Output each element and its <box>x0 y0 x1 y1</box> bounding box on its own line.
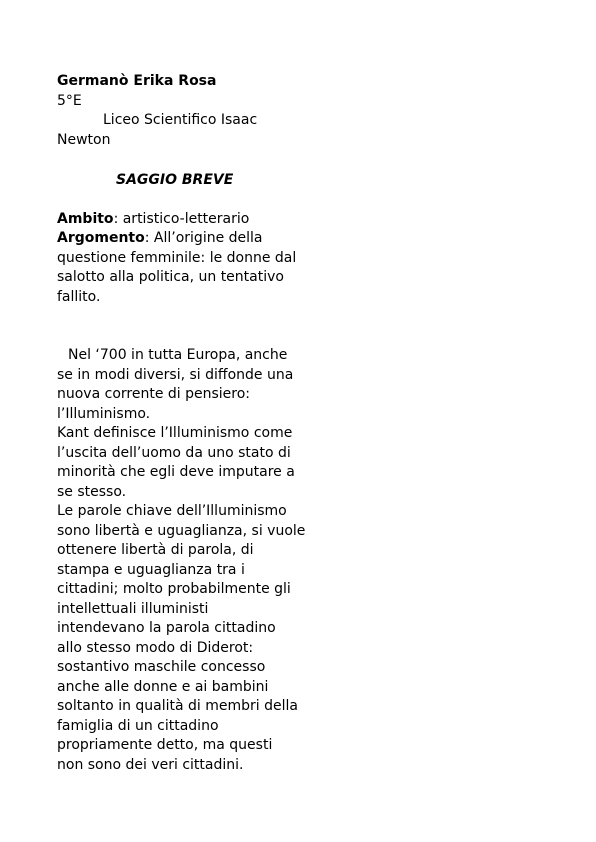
body-line: soltanto in qualità di membri della <box>57 698 299 714</box>
argomento-value-line: fallito. <box>57 289 101 305</box>
body-line: intendevano la parola cittadino <box>57 620 276 636</box>
author-name: Germanò Erika Rosa <box>57 73 217 89</box>
school-name-line1: Liceo Scientifico Isaac <box>103 112 258 128</box>
body-line: sono libertà e uguaglianza, si vuole <box>57 523 306 539</box>
body-line: Nel ‘700 in tutta Europa, anche <box>68 347 288 363</box>
body-line: Le parole chiave dell’Illuminismo <box>57 503 287 519</box>
class-label: 5°E <box>57 93 82 109</box>
body-line: nuova corrente di pensiero: <box>57 386 251 402</box>
body-line: minorità che egli deve imputare a <box>57 464 295 480</box>
body-line: propriamente detto, ma questi <box>57 737 273 753</box>
argomento-value-line: questione femminile: le donne dal <box>57 250 297 266</box>
body-line: cittadini; molto probabilmente gli <box>57 581 291 597</box>
document-title: SAGGIO BREVE <box>116 172 234 188</box>
body-line: stampa e uguaglianza tra i <box>57 562 245 578</box>
body-line: l’uscita dell’uomo da uno stato di <box>57 445 291 461</box>
body-line: allo stesso modo di Diderot: <box>57 640 254 656</box>
body-line: anche alle donne e ai bambini <box>57 679 269 695</box>
ambito-value: : artistico-letterario <box>113 211 250 227</box>
ambito-line <box>57 210 249 230</box>
body-line: intellettuali illuministi <box>57 601 209 617</box>
body-line: se in modi diversi, si diffonde una <box>57 367 294 383</box>
body-line: non sono dei veri cittadini. <box>57 757 244 773</box>
body-line: famiglia di un cittadino <box>57 718 219 734</box>
argomento-value-line: salotto alla politica, un tentativo <box>57 269 284 285</box>
school-name-line2: Newton <box>57 132 111 148</box>
body-line: ottenere libertà di parola, di <box>57 542 254 558</box>
body-line: se stesso. <box>57 484 127 500</box>
argomento-line <box>57 229 263 249</box>
argomento-label: Argomento <box>57 230 145 246</box>
argomento-value-line: : All’origine della <box>144 230 263 246</box>
body-line: sostantivo maschile concesso <box>57 659 266 675</box>
ambito-label: Ambito <box>57 211 114 227</box>
body-line: l’Illuminismo. <box>57 406 151 422</box>
body-line: Kant definisce l’Illuminismo come <box>57 425 293 441</box>
